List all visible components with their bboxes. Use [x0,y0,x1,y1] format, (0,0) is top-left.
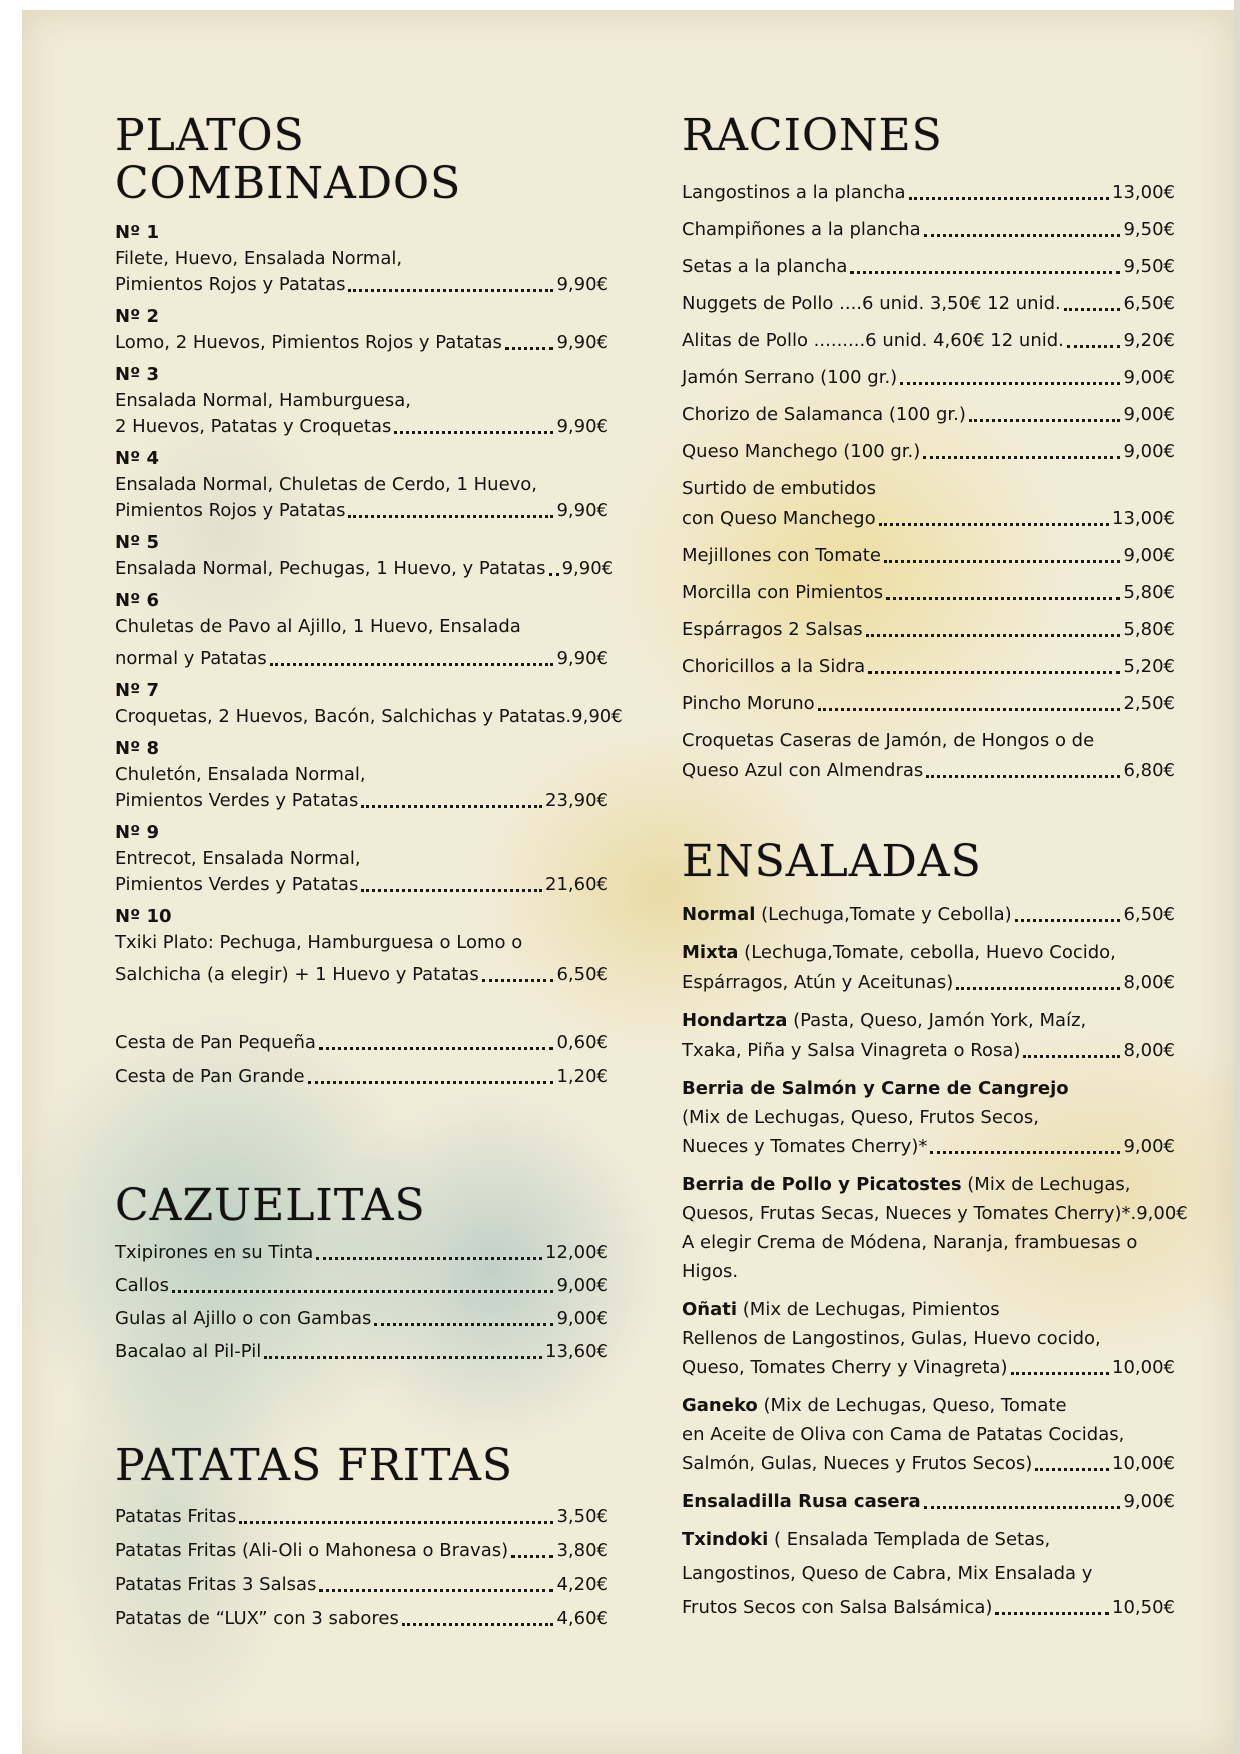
dot-leader [886,597,1120,600]
item-price: 9,00€ [1123,367,1175,388]
item-name: normal y Patatas [115,648,267,669]
item-price: 6,50€ [556,964,608,985]
dot-leader [879,523,1109,526]
section-title-cazuelitas: CAZUELITAS [115,1180,426,1231]
section-cazuelitas [115,1182,608,1365]
dot-leader [930,1151,1120,1154]
item-row [682,1201,1188,1227]
item-desc: Croquetas Caseras de Jamón, de Hongos o de [682,730,1095,751]
item-row [115,556,614,582]
item-name: Pimientos Verdes y Patatas [115,874,359,895]
item-name: Queso Azul con Almendras [682,760,924,781]
item-note: Higos. [682,1261,739,1282]
item-name: Patatas Fritas [115,1506,237,1527]
salad-name: Mixta [682,942,739,963]
item-number: Nº 7 [115,680,160,701]
item-desc [682,1527,1175,1553]
menu-item [115,362,608,440]
section-raciones [682,112,1175,784]
salad-name: Hondartza [682,1010,788,1031]
salad-desc: (Pasta, Queso, Jamón York, Maíz, [787,1010,1087,1031]
item-name: Patatas Fritas (Ali-Oli o Mahonesa o Bravas) [115,1540,509,1561]
dot-leader [923,456,1120,459]
item-name: Mejillones con Tomate [682,545,881,566]
item-price: 9,50€ [1123,256,1175,277]
salad-berria-pollo [682,1172,1188,1285]
dot-leader [1015,919,1121,922]
item-price: 9,90€ [571,706,623,727]
item-name: Ensalada Normal, Pechugas, 1 Huevo, y Patatas [115,558,546,579]
item-row [115,788,608,814]
item-price: 6,50€ [1123,904,1175,925]
item-price: 0,60€ [556,1032,608,1053]
menu-item-pan-grande [115,1064,608,1090]
salad-name: Txindoki [682,1529,769,1550]
dot-leader [374,1323,553,1326]
dot-leader [308,1081,554,1084]
item-desc: Txiki Plato: Pechuga, Hamburguesa o Lomo o [115,932,523,953]
menu-item [682,543,1175,569]
item-desc [682,1076,1175,1102]
item-name: Croquetas, 2 Huevos, Bacón, Salchichas y Patatas. [115,706,572,727]
item-name: Quesos, Frutas Secas, Nueces y Tomates Cherry)*. [682,1203,1137,1224]
dot-leader [1011,1372,1110,1375]
menu-item [682,328,1175,354]
dot-leader [884,560,1121,563]
menu-item [115,1240,608,1266]
dot-leader [319,1589,553,1592]
menu-item [682,180,1175,206]
item-desc [682,1008,1175,1034]
dot-leader [818,708,1121,711]
item-name: Langostinos a la plancha [682,182,906,203]
title-line-1: PLATOS [115,110,305,161]
item-name: Champiñones a la plancha [682,219,921,240]
item-price: 5,80€ [1123,582,1175,603]
item-price: 9,00€ [1123,1136,1175,1157]
item-price: 5,80€ [1123,619,1175,640]
menu-item [682,580,1175,606]
salad-desc: (Mix de Lechugas, Queso, Tomate [757,1395,1067,1416]
dot-leader [1023,1055,1120,1058]
menu-item [682,758,1175,784]
item-name: Nueces y Tomates Cherry)* [682,1136,928,1157]
dot-leader [1064,308,1121,311]
item-row [115,704,623,730]
menu-item [115,1572,608,1598]
item-name: Espárragos, Atún y Aceitunas) [682,972,954,993]
item-price: 9,90€ [556,648,608,669]
item-price: 13,00€ [1112,508,1175,529]
dot-leader [482,979,554,982]
item-price: 9,90€ [556,416,608,437]
item-price: 9,00€ [556,1275,608,1296]
item-price: 6,80€ [1123,760,1175,781]
item-name: Gulas al Ajillo o con Gambas [115,1308,372,1329]
item-desc: Surtido de embutidos [682,478,876,499]
salad-ganeko [682,1393,1175,1477]
item-price: 9,20€ [1123,330,1175,351]
item-desc: Entrecot, Ensalada Normal, [115,848,361,869]
item-price: 1,20€ [556,1066,608,1087]
item-row [115,272,608,298]
item-number: Nº 3 [115,364,160,385]
item-desc: Ensalada Normal, Chuletas de Cerdo, 1 Huevo, [115,474,538,495]
item-name: Pincho Moruno [682,693,815,714]
item-row [115,330,608,356]
item-price: 9,00€ [1136,1203,1188,1224]
item-price: 9,90€ [556,500,608,521]
dot-leader [348,515,553,518]
salad-ensaladilla [682,1489,1175,1515]
menu-item [682,691,1175,717]
item-row [682,1038,1175,1064]
section-title-patatas: PATATAS FRITAS [115,1440,513,1491]
section-title-platos [115,112,608,208]
item-desc: (Mix de Lechugas, Queso, Frutos Secos, [682,1107,1039,1128]
item-price: 10,00€ [1112,1357,1175,1378]
item-price: 21,60€ [545,874,608,895]
title-line-2: COMBINADOS [115,158,462,209]
item-desc: Rellenos de Langostinos, Gulas, Huevo cocido, [682,1328,1101,1349]
menu-item [115,678,623,730]
dot-leader [172,1290,553,1293]
item-number: Nº 5 [115,532,160,553]
salad-desc: ( Ensalada Templada de Setas, [768,1529,1051,1550]
item-name [682,1489,921,1515]
item-row [115,872,608,898]
item-price: 9,90€ [556,332,608,353]
item-price: 13,60€ [545,1341,608,1362]
item-price: 9,50€ [1123,219,1175,240]
item-desc: Chuletón, Ensalada Normal, [115,764,366,785]
item-row [682,1355,1175,1381]
menu-item [115,446,608,524]
item-row [682,1451,1175,1477]
dot-leader [394,431,553,434]
item-number: Nº 4 [115,448,160,469]
item-name: Chorizo de Salamanca (100 gr.) [682,404,966,425]
dot-leader [361,805,542,808]
section-platos-combinados [115,110,623,1090]
menu-item [682,365,1175,391]
item-desc [682,940,1175,966]
item-name: 2 Huevos, Patatas y Croquetas [115,416,392,437]
menu-item [115,1538,608,1564]
salad-name: Oñati [682,1299,738,1320]
dot-leader [316,1257,542,1260]
item-name: Jamón Serrano (100 gr.) [682,367,898,388]
item-row [115,498,608,524]
item-name: Queso, Tomates Cherry y Vinagreta) [682,1357,1008,1378]
salad-name: Ensaladilla Rusa casera [682,1491,921,1512]
item-price: 9,90€ [556,274,608,295]
item-desc [682,1297,1175,1323]
dot-leader [239,1521,553,1524]
salad-mixta [682,940,1175,996]
dot-leader [1067,345,1121,348]
item-price: 9,00€ [1123,545,1175,566]
item-number: Nº 6 [115,590,160,611]
item-price: 3,80€ [556,1540,608,1561]
salad-desc: (Mix de Lechugas, [961,1174,1131,1195]
item-name: Queso Manchego (100 gr.) [682,441,921,462]
item-desc: Ensalada Normal, Hamburguesa, [115,390,412,411]
item-price: 6,50€ [1123,293,1175,314]
item-name [682,902,1012,928]
item-name: con Queso Manchego [682,508,876,529]
item-name: Callos [115,1275,169,1296]
item-row [115,414,608,440]
item-note: A elegir Crema de Módena, Naranja, frambuesas o [682,1232,1138,1253]
item-price: 9,00€ [1123,441,1175,462]
item-name: Espárragos 2 Salsas [682,619,863,640]
item-desc: Filete, Huevo, Ensalada Normal, [115,248,403,269]
menu-item [115,220,608,298]
salad-hondartza [682,1008,1175,1064]
item-name: Frutos Secos con Salsa Balsámica) [682,1597,993,1618]
salad-onati [682,1297,1175,1381]
item-name: Pimientos Verdes y Patatas [115,790,359,811]
item-desc: en Aceite de Oliva con Cama de Patatas Cocidas, [682,1424,1125,1445]
menu-item-pan-pequena [115,1030,608,1056]
item-desc: Chuletas de Pavo al Ajillo, 1 Huevo, Ensalada [115,616,521,637]
item-name: Txipirones en su Tinta [115,1242,314,1263]
dot-leader [924,1506,1121,1509]
item-name: Cesta de Pan Pequeña [115,1032,316,1053]
item-name: Alitas de Pollo .........6 unid. 4,60€ 12 unid. [682,330,1064,351]
item-desc [682,1172,1175,1198]
item-name: Patatas Fritas 3 Salsas [115,1574,317,1595]
dot-leader [995,1612,1109,1615]
dot-leader [348,289,553,292]
item-number: Nº 1 [115,222,160,243]
item-price: 3,50€ [556,1506,608,1527]
item-price: 13,00€ [1112,182,1175,203]
dot-leader [969,419,1121,422]
menu-item [115,588,608,672]
item-number: Nº 8 [115,738,160,759]
dot-leader [924,234,1121,237]
salad-normal [682,902,1175,928]
menu-item [115,820,608,898]
item-price: 9,90€ [561,558,614,579]
menu-item [682,617,1175,643]
menu-item [682,654,1175,680]
dot-leader [319,1047,554,1050]
item-name: Salchicha (a elegir) + 1 Huevo y Patatas [115,964,479,985]
dot-leader [511,1555,553,1558]
dot-leader [264,1356,542,1359]
dot-leader [868,671,1120,674]
dot-leader [956,987,1120,990]
item-number: Nº 9 [115,822,160,843]
salad-name: Normal [682,904,756,925]
item-row [682,1134,1175,1160]
section-title-raciones: RACIONES [682,110,943,161]
item-price: 8,00€ [1123,1040,1175,1061]
item-price: 9,00€ [1123,404,1175,425]
salad-berria-salmon [682,1076,1175,1160]
item-price: 23,90€ [545,790,608,811]
item-desc: Langostinos, Queso de Cabra, Mix Ensalada y [682,1563,1093,1584]
item-number: Nº 2 [115,306,160,327]
item-name: Salmón, Gulas, Nueces y Frutos Secos) [682,1453,1033,1474]
item-name: Morcilla con Pimientos [682,582,884,603]
dot-leader [505,347,554,350]
section-title-ensaladas: ENSALADAS [682,836,982,887]
salad-name: Ganeko [682,1395,758,1416]
dot-leader [866,634,1121,637]
menu-item [115,1306,608,1332]
menu-item [682,402,1175,428]
item-name: Patatas de “LUX” con 3 sabores [115,1608,399,1629]
dot-leader [402,1623,554,1626]
section-patatas-fritas [115,1442,608,1632]
item-price: 10,00€ [1112,1453,1175,1474]
item-row [115,962,608,988]
salad-desc: (Mix de Lechugas, Pimientos [737,1299,1000,1320]
item-price: 9,00€ [1123,1491,1175,1512]
salad-name: Berria de Salmón y Carne de Cangrejo [682,1078,1069,1099]
menu-item [115,530,614,582]
item-row [115,646,608,672]
menu-item [682,439,1175,465]
menu-item [682,506,1175,532]
menu-item [115,304,608,356]
item-name: Pimientos Rojos y Patatas [115,274,346,295]
menu-item [115,736,608,814]
item-name: Setas a la plancha [682,256,848,277]
dot-leader [549,573,559,576]
item-name: Bacalao al Pil-Pil [115,1341,262,1362]
item-price: 5,20€ [1123,656,1175,677]
dot-leader [270,663,554,666]
menu-item [682,217,1175,243]
section-ensaladas [682,836,1188,1621]
item-price: 8,00€ [1123,972,1175,993]
menu-item [682,291,1175,317]
item-price: 12,00€ [545,1242,608,1263]
item-number: Nº 10 [115,906,172,927]
item-name: Cesta de Pan Grande [115,1066,305,1087]
item-price: 4,60€ [556,1608,608,1629]
menu-item [682,254,1175,280]
menu-item [115,1273,608,1299]
menu-item [115,1504,608,1530]
item-row [682,970,1175,996]
item-name: Nuggets de Pollo ....6 unid. 3,50€ 12 unid. [682,293,1061,314]
dot-leader [850,271,1120,274]
item-row [682,1595,1175,1621]
menu-item [115,1339,608,1365]
menu-item [115,1606,608,1632]
menu-item [115,904,608,988]
item-price: 4,20€ [556,1574,608,1595]
salad-desc: (Lechuga,Tomate y Cebolla) [755,904,1012,925]
item-name: Lomo, 2 Huevos, Pimientos Rojos y Patatas [115,332,502,353]
page-edge [1234,0,1240,1754]
item-price: 9,00€ [556,1308,608,1329]
item-price: 10,50€ [1112,1597,1175,1618]
item-name: Txaka, Piña y Salsa Vinagreta o Rosa) [682,1040,1021,1061]
dot-leader [926,775,1120,778]
item-price: 2,50€ [1123,693,1175,714]
salad-txindoki [682,1527,1175,1621]
dot-leader [900,382,1120,385]
dot-leader [909,197,1109,200]
dot-leader [361,889,542,892]
salad-desc: (Lechuga,Tomate, cebolla, Huevo Cocido, [738,942,1116,963]
item-name: Choricillos a la Sidra [682,656,866,677]
dot-leader [1035,1468,1109,1471]
item-name: Pimientos Rojos y Patatas [115,500,346,521]
item-desc [682,1393,1175,1419]
salad-name: Berria de Pollo y Picatostes [682,1174,962,1195]
